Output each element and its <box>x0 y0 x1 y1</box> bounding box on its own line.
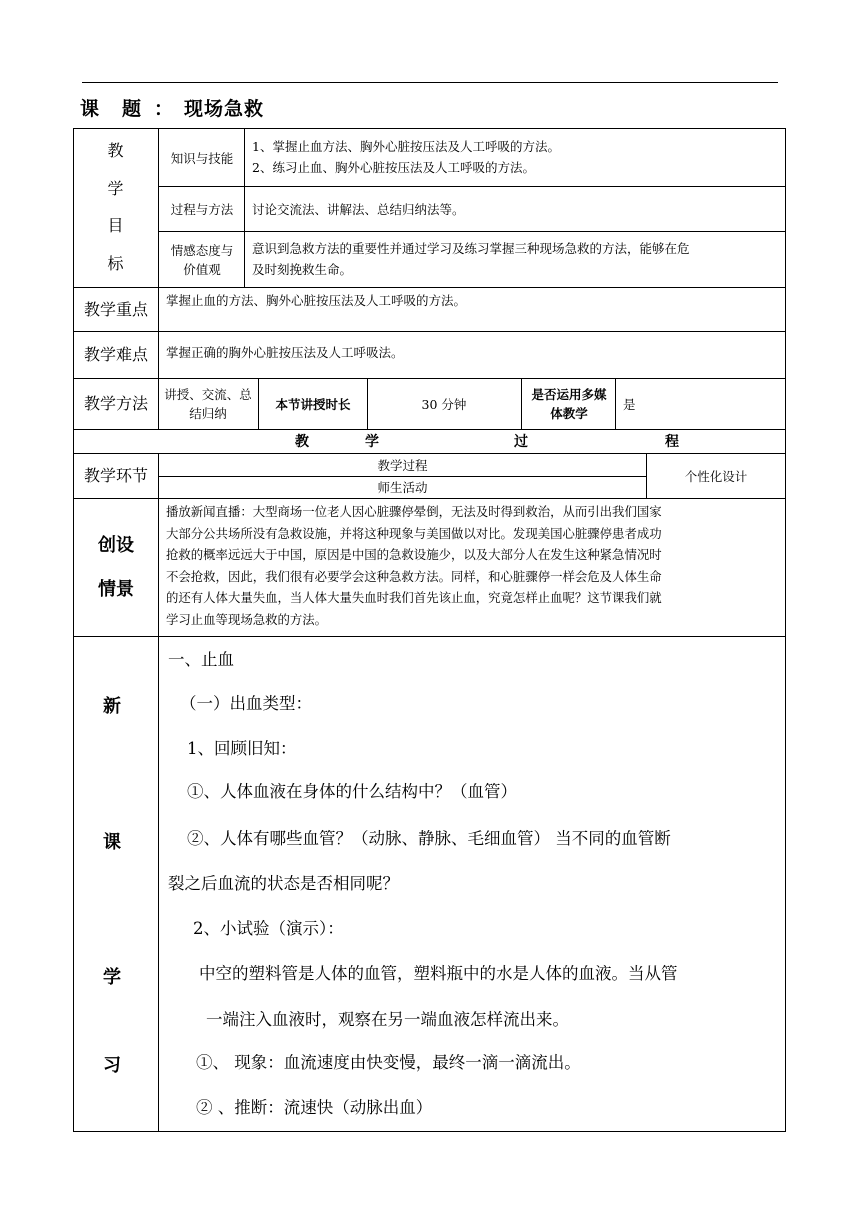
header-rule <box>82 82 778 83</box>
lesson-line: （一）出血类型： <box>180 694 312 713</box>
objective-line: 1、掌握止血方法、胸外心脏按压法及人工呼吸的方法。 <box>252 139 560 154</box>
duration-value: 30 分钟 <box>421 396 467 412</box>
scenario-label-line: 创设 <box>98 534 134 556</box>
lesson-line: ①、 现象：血流速度由快变慢，最终一滴一滴流出。 <box>196 1053 581 1072</box>
objective-content-attitude <box>252 238 782 280</box>
difficulty-content: 掌握正确的胸外心脏按压法及人工呼吸法。 <box>166 345 404 360</box>
grid-line <box>158 453 159 1132</box>
lesson-line: 中空的塑料管是人体的血管，塑料瓶中的水是人体的血液。当从管 <box>199 964 678 983</box>
multimedia-value: 是 <box>623 396 636 412</box>
lesson-line: 1、回顾旧知： <box>187 739 297 758</box>
lesson-line: ② 、推断：流速快（动脉出血） <box>196 1098 433 1117</box>
grid-line <box>73 498 786 499</box>
difficulty-label: 教学难点 <box>83 345 148 364</box>
objectives-side-char: 教 <box>107 140 124 160</box>
grid-line <box>521 378 522 429</box>
scenario-line: 学习止血等现场急救的方法。 <box>166 611 328 627</box>
grid-line <box>73 287 786 288</box>
process-header-char: 学 <box>365 433 379 450</box>
title-topic: 现场急救 <box>184 98 265 120</box>
objectives-side-label <box>73 128 158 287</box>
stage-header: 教学环节 <box>83 466 148 485</box>
objectives-side-char: 标 <box>107 254 124 274</box>
new-lesson-label-char: 学 <box>103 967 121 988</box>
lesson-line: 裂之后血流的状态是否相同呢？ <box>168 874 399 893</box>
process-header-char: 程 <box>665 433 679 450</box>
process-header <box>74 430 785 453</box>
objective-content-knowledge <box>252 136 782 178</box>
grid-line <box>73 636 786 637</box>
method-label: 教学方法 <box>83 394 148 413</box>
multimedia-label: 是否运用多媒体教学 <box>531 387 607 421</box>
objective-line: 2、练习止血、胸外心脏按压法及人工呼吸的方法。 <box>252 160 535 175</box>
process-header-char: 教 <box>295 433 309 450</box>
grid-line <box>258 378 259 429</box>
objectives-side-char: 学 <box>107 178 124 198</box>
lesson-title <box>80 94 264 121</box>
process-header-char: 过 <box>514 433 528 450</box>
scenario-line: 不会抢救，因此，我们很有必要学会这种急救方法。同样，和心脏骤停一样会危及人体生命 <box>166 568 662 584</box>
objective-line: 及时刻挽救生命。 <box>252 262 353 277</box>
grid-line <box>158 186 786 187</box>
scenario-line: 的还有人体大量失血，当人体大量失血时我们首先该止血，究竟怎样止血呢？这节课我们就 <box>166 590 662 605</box>
activity-column-header: 师生活动 <box>377 480 428 495</box>
lesson-line: ②、人体有哪些血管？（动脉、静脉、毛细血管） 当不同的血管断 <box>187 829 671 848</box>
lesson-line: 一、止血 <box>168 650 234 669</box>
key-point-content: 掌握止血的方法、胸外心脏按压法及人工呼吸的方法。 <box>166 293 467 308</box>
title-label-ke: 课 <box>80 98 101 120</box>
new-lesson-label-char: 课 <box>103 832 121 853</box>
lesson-line: ①、人体血液在身体的什么结构中？（血管） <box>187 782 517 801</box>
scenario-line: 大部分公共场所没有急救设施，并将这种现象与美国做以对比。发现美国心脏骤停患者成功 <box>166 525 662 541</box>
grid-line <box>73 331 786 332</box>
title-colon: ： <box>154 98 175 120</box>
objective-content-process: 讨论交流法、讲解法、总结归纳法等。 <box>252 202 465 217</box>
personal-design-header: 个性化设计 <box>684 468 748 484</box>
method-content: 讲授、交流、总结归纳 <box>164 387 252 421</box>
new-lesson-label-char: 新 <box>103 696 121 717</box>
grid-line <box>615 378 616 429</box>
scenario-line: 播放新闻直播：大型商场一位老人因心脏骤停晕倒，无法及时得到救治，从而引出我们国家 <box>166 504 662 519</box>
scenario-line: 抢救的概率远远大于中国，原因是中国的急救设施少，以及大部分人在发生这种紧急情况时 <box>166 547 662 562</box>
grid-line <box>158 128 159 429</box>
process-column-header: 教学过程 <box>377 457 428 473</box>
scenario-label-line: 情景 <box>98 578 134 600</box>
duration-label: 本节讲授时长 <box>275 396 351 412</box>
lesson-line: 2、小试验（演示）： <box>193 919 344 938</box>
objective-label-attitude: 情感态度与价值观 <box>170 242 234 277</box>
grid-line <box>158 231 786 232</box>
new-lesson-label-char: 习 <box>103 1055 121 1076</box>
key-point-label: 教学重点 <box>83 299 148 319</box>
objective-label-process: 过程与方法 <box>170 201 234 217</box>
objective-label-knowledge: 知识与技能 <box>170 150 234 166</box>
scenario-label <box>74 499 158 636</box>
scenario-text <box>166 501 781 630</box>
objective-line: 意识到急救方法的重要性并通过学习及练习掌握三种现场急救的方法，能够在危 <box>252 241 690 256</box>
lesson-line: 一端注入血液时，观察在另一端血液怎样流出来。 <box>206 1010 569 1029</box>
title-label-ti: 题 <box>122 98 143 120</box>
grid-line <box>244 128 245 287</box>
objectives-side-char: 目 <box>107 216 124 236</box>
